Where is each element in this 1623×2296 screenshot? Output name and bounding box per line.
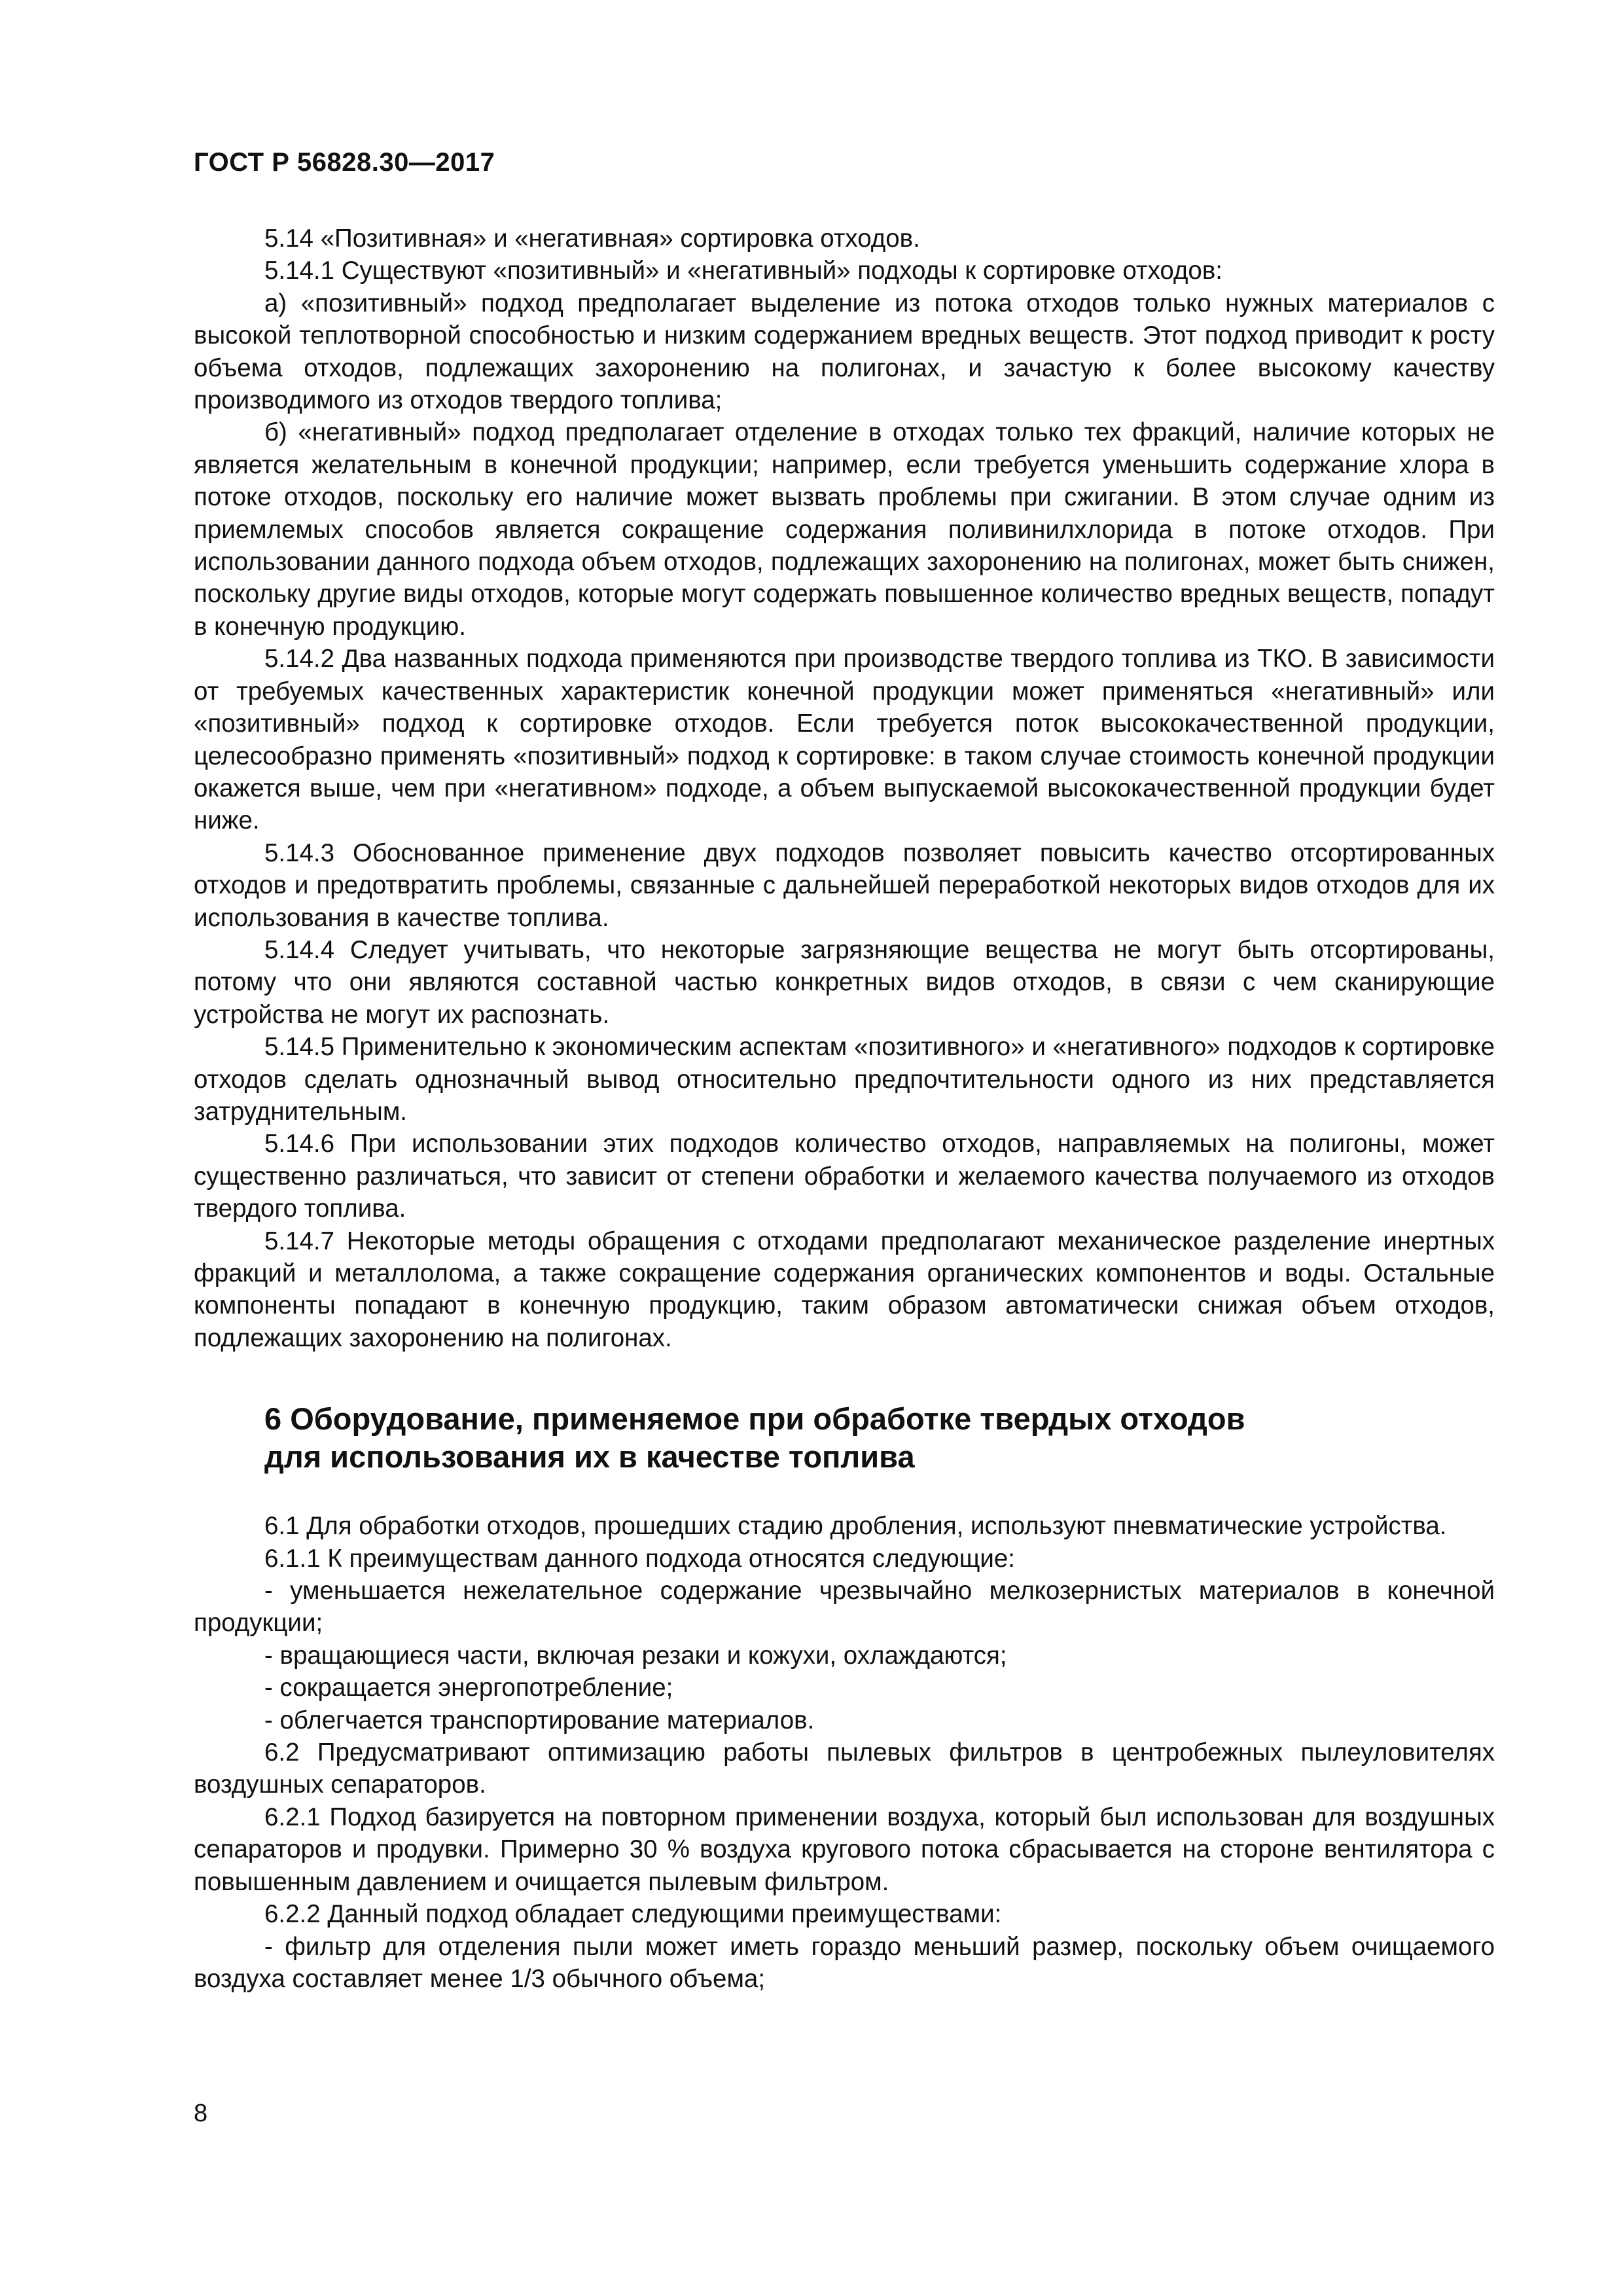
page-number: 8 [194, 2100, 208, 2127]
standard-header: ГОСТ Р 56828.30—2017 [194, 148, 495, 177]
paragraph-5-14-4: 5.14.4 Следует учитывать, что некоторые загрязняющие вещества не могут быть отсортированы, потому что они являются составной частью конкретных видов отходов, в связи с чем сканирующие устройства не могут их распознать. [194, 935, 1495, 1029]
paragraph-5-14-6: 5.14.6 При использовании этих подходов количество отходов, направляемых на полигоны, может существенно различаться, что зависит от степени обработки и желаемого качества получаемого из отходов твердого топлива. [194, 1130, 1495, 1223]
section-6-heading-line-2: для использования их в качестве топлива [264, 1439, 915, 1475]
paragraph-5-14-7: 5.14.7 Некоторые методы обращения с отходами предполагают механическое разделение инертных фракций и металлолома, а также сокращение содержания органических компонентов и воды. Остальные компоненты попадают в конечную продукцию, таким образом автоматически снижая объем отходов, подлежащих захоронению на полигонах. [194, 1227, 1495, 1352]
paragraph-5-14-1: 5.14.1 Существуют «позитивный» и «негативный» подходы к сортировке отходов: [264, 257, 1222, 285]
section-6-heading [194, 1400, 1495, 1476]
paragraph-6-2-1: 6.2.1 Подход базируется на повторном применении воздуха, который был использован для воздушных сепараторов и продувки. Примерно 30 % воздуха кругового потока сбрасывается на стороне вентилятора с повышенным давлением и очищается пылевым фильтром. [194, 1803, 1495, 1896]
paragraph-6-1: 6.1 Для обработки отходов, прошедших стадию дробления, используют пневматические устройства. [264, 1512, 1447, 1541]
list-item-cooling: - вращающиеся части, включая резаки и кожухи, охлаждаются; [264, 1641, 1007, 1670]
paragraph-6-2-2: 6.2.2 Данный подход обладает следующими преимуществами: [264, 1900, 1002, 1929]
paragraph-5-14-5: 5.14.5 Применительно к экономическим аспектам «позитивного» и «негативного» подходов к сортировке отходов сделать однозначный вывод относительно предпочтительности одного из них представляется затруднительным. [194, 1033, 1495, 1126]
paragraph-5-14-3: 5.14.3 Обоснованное применение двух подходов позволяет повысить качество отсортированных отходов и предотвратить проблемы, связанные с дальнейшей переработкой некоторых видов отходов для их использования в качестве топлива. [194, 838, 1495, 932]
section-6-heading-line-1: 6 Оборудование, применяемое при обработке твердых отходов [264, 1401, 1245, 1437]
paragraph-5-14-1-b: б) «негативный» подход предполагает отделение в отходах только тех фракций, наличие которых не является желательным в конечной продукции; например, если требуется уменьшить содержание хлора в потоке отходов, поскольку его наличие может вызвать проблемы при сжигании. В этом случае одним из приемлемых способов является сокращение содержания поливинилхлорида в потоке отходов. При использовании данного подхода объем отходов, подлежащих захоронению на полигонах, может быть снижен, поскольку другие виды отходов, которые могут содержать повышенное количество вредных веществ, попадут в конечную продукцию. [194, 418, 1495, 641]
paragraph-6-1-1: 6.1.1 К преимуществам данного подхода относятся следующие: [264, 1544, 1015, 1573]
paragraph-5-14-2: 5.14.2 Два названных подхода применяются при производстве твердого топлива из ТКО. В зависимости от требуемых качественных характеристик конечной продукции может применяться «негативный» или «позитивный» подход к сортировке отходов. Если требуется поток высококачественной продукции, целесообразно применять «позитивный» подход к сортировке: в таком случае стоимость конечной продукции окажется выше, чем при «негативном» подходе, а объем выпускаемой высококачественной продукции будет ниже. [194, 645, 1495, 835]
paragraph-5-14-1-a: а) «позитивный» подход предполагает выделение из потока отходов только нужных материалов с высокой теплотворной способностью и низким содержанием вредных веществ. Этот подход приводит к росту объема отходов, подлежащих захоронению на полигонах, и зачастую к более высокому качеству производимого из отходов твердого топлива; [194, 289, 1495, 415]
list-item-filter-size: - фильтр для отделения пыли может иметь гораздо меньший размер, поскольку объем очищаемого воздуха составляет менее 1/3 обычного объема; [194, 1932, 1495, 1993]
list-item-energy: - сокращается энергопотребление; [264, 1674, 673, 1702]
page-content [194, 223, 1495, 1995]
paragraph-6-2: 6.2 Предусматривают оптимизацию работы пылевых фильтров в центробежных пылеуловителях воздушных сепараторов. [194, 1738, 1495, 1799]
paragraph-5-14: 5.14 «Позитивная» и «негативная» сортировка отходов. [264, 224, 920, 253]
list-item-transport: - облегчается транспортирование материалов. [264, 1706, 815, 1734]
list-item-fine-materials: - уменьшается нежелательное содержание чрезвычайно мелкозернистых материалов в конечной продукции; [194, 1577, 1495, 1638]
